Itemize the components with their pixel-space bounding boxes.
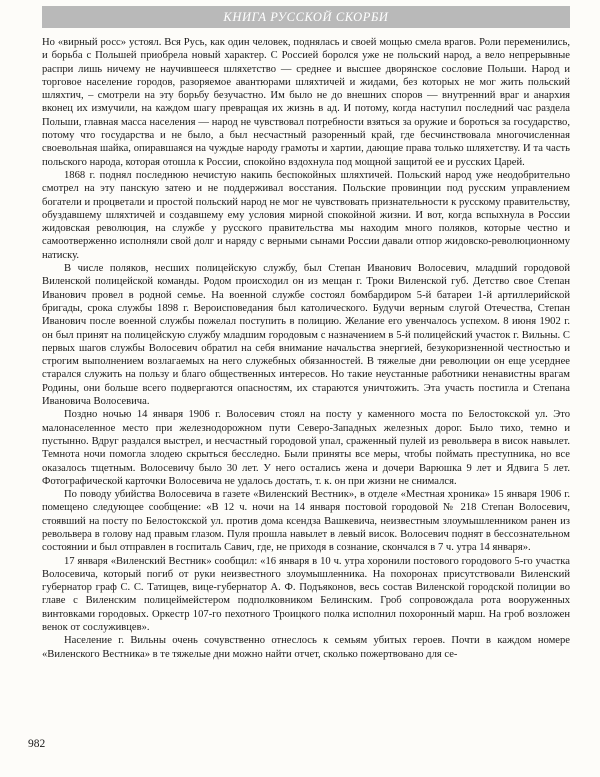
paragraph: По поводу убийства Волосевича в газете «Виленский Вестник», в отделе «Местная хроника» 15 января 1906 г. помещено следующее сообщение: «В 12 ч. ночи на 14 января постовой городовой № 218 Степан Волосевич, стоявший на посту по Белостокской ул. против дома ксендза Вашкевича, неизвестным злоумышленником ранен из револьвера в голову над правым глазом. Пуля прошла навылет в левый висок. Волосевич поднят в бессознательном состоянии и был отправлен в госпиталь Савич, где, не приходя в сознание, скончался в 7 ч. утра 14 января». [42,489,570,554]
page-number: 982 [28,738,46,750]
paragraph: Поздно ночью 14 января 1906 г. Волосевич стоял на посту у каменного моста по Белостокской ул. Это малонаселенное место при железнодорожном пути Северо-Западных железных дорог. Было тихо, темно и пустынно. Вдруг раздался выстрел, и несчастный городовой упал, сраженный пулей из револьвера в висок навылет. Темнота ночи помогла злодею скрыться бесследно. Были приняты все меры, чтобы поймать преступника, но все оказалось тщетным. Волосевичу было 30 лет. У него остались жена и дочери Варюшка 9 лет и Ядвига 5 лет. Фотографической карточки Волосевича не удалось достать, т. к. он при жизни не снимался. [42,409,570,487]
book-title: КНИГА РУССКОЙ СКОРБИ [223,9,389,24]
paragraph: В числе поляков, несших полицейскую службу, был Степан Иванович Волосевич, младший городовой Виленской полицейской команды. Родом происходил он из мещан г. Троки Виленской губ. Детство свое Степан Иванович провел в родной семье. На военной службе состоял бомбардиром 5-й батареи 1-й артиллерийской бригады, срока службы 1898 г. Вероисповедания был католического. Будучи верным слугой Отечества, Степан Иванович после военной службы пожелал поступить в полицию. Желание его увенчалось успехом. 8 июня 1902 г. он был принят на полицейскую службу младшим городовым с назначением в 5-й полицейский участок г. Вильны. С первых шагов службы Волосевич обратил на себя внимание начальства энергией, безукоризненной честностью и строгим выполнением возлагаемых на него служебных обязанностей. В тяжелые дни революции он еще усерднее старался служить на пользу и благо общественных интересов. Но такие неустанные работники ненавистны врагам Родины, они больше всего подвергаются опасностям, их стараются уничтожить. Эта участь постигла и Степана Ивановича Волосевича. [42,263,570,408]
paragraph: Но «вирный росс» устоял. Вся Русь, как один человек, поднялась и своей мощью смела врагов. Роли переменились, и борьба с Польшей приобрела новый характер. С Россией боролся уже не польский народ, а вело непрерывные распри лишь ничему не научившееся шляхетство — среднее и высшее дворянское сословие Польши. Народ и торговое население городов, разоряемое авантюрами шляхтичей и жидами, без которых не мог жить польский шляхтич, – смотрели на эту борьбу безучастно. Им было не до внешних споров — внутренний враг и анархия вконец их измучили, на каждом шагу превращая их жизнь в ад. И потому, когда наступил последний час раздела Польши, главная масса населения — народ не чувствовал потребности взяться за оружие и бороться за государство, потому что государства и не было, а был несчастный разоренный край, где бесчинствовала многочисленная своевольная шайка, опиравшаяся на чуждые народу грамоты и хартии, дающие права только шляхетству. И та часть польского народа, которая отошла к России, спокойно вздохнула под мощной защитой ее и русских Царей. [42,37,570,168]
paragraph: 17 января «Виленский Вестник» сообщил: «16 января в 10 ч. утра хоронили постового городового 5-го участка Волосевича, который погиб от руки неизвестного злоумышленника. На похоронах присутствовали Виленский губернатор граф С. С. Татищев, вице-губернатор А. Ф. Подъяконов, весь состав Виленской городской полиции во главе с Виленским полицеймейстером подполковником Белинским. Гроб сопровождала рота вооруженных винтовками городовых. Оркестр 107-го пехотного Троицкого полка исполнил похоронный марш. На гроб возложен венок от сослуживцев». [42,555,570,634]
paragraph: 1868 г. поднял последнюю нечистую накипь беспокойных шляхтичей. Польский народ уже неодобрительно смотрел на эту панскую затею и не поддерживал восстания. Польские провинции под русским управлением богатели и процветали и простой польский народ не мог не чувствовать признательности к русскому правительству, обуздавшему шляхтичей и создавшему ему условия мирной спокойной жизни. И вот, когда вспыхнула в России жидовская революция, на службе у русского правительства мы находим много поляков, которые честно и самоотверженно исполняли свой долг и наряду с верными сынами России давали отпор жидовско-революционному натиску. [42,169,570,261]
running-header [42,6,570,28]
paragraph: Население г. Вильны очень сочувственно отнеслось к семьям убитых героев. Почти в каждом номере «Виленского Вестника» в те тяжелые дни можно найти отчет, сколько пожертвовано для се- [42,635,570,660]
body-text [42,36,570,661]
